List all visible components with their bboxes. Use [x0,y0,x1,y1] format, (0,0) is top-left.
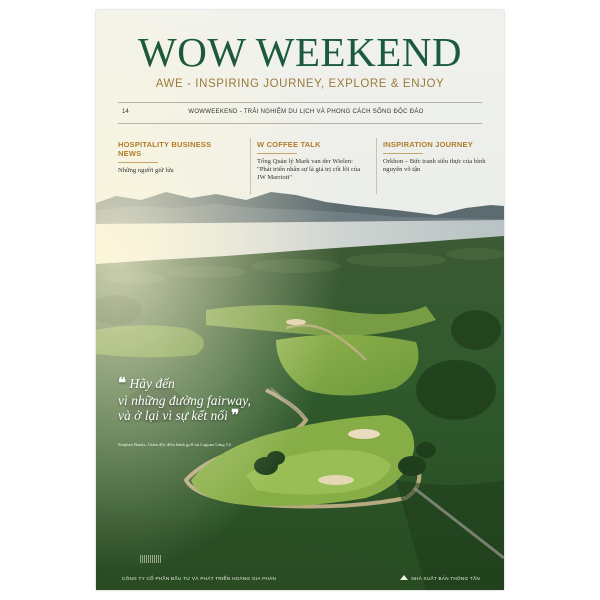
column-heading: HOSPITALITY BUSINESS NEWS [118,140,212,158]
feature-column-coffee-talk [250,138,366,194]
footer-company: CÔNG TY CỔ PHẦN ĐẦU TƯ VÀ PHÁT TRIỂN HOÀNG GIA PHÁN [122,576,277,581]
barcode-graphic [140,555,162,563]
magazine-cover [96,10,504,590]
column-teaser: Những người giữ lửa [118,167,174,174]
footer-publisher-label: NHÀ XUẤT BẢN THÔNG TẤN [411,575,480,581]
column-teaser: Orkhon – Bức tranh siêu thực của bình nguyên vô tận [383,158,486,174]
magazine-subtitle: WOWWEEKEND - TRẢI NGHIỆM DU LỊCH VÀ PHONG CÁCH SỐNG ĐỘC ĐÁO [188,109,424,115]
issue-number: 14 [122,109,129,115]
tagline: AWE - INSPIRING JOURNEY, EXPLORE & ENJOY [155,78,445,90]
aerial-golf-course-photo [96,10,504,590]
column-teaser: Tổng Quản lý Mark van der Wielen: "Phát triển nhân sự là giá trị cốt lõi của JW Marriott" [257,158,361,182]
feature-column-inspiration [376,138,486,194]
quote-credit: Stephen Banks, Giám đốc điều hành golf tại Laguna Lăng Cô [118,442,232,447]
quote-line-3: và ở lại vì sự kết nối [118,407,228,423]
column-heading: INSPIRATION JOURNEY [383,140,473,149]
quote-line-1: Hãy đến [129,376,175,391]
column-rule [383,153,423,154]
column-heading: W COFFEE TALK [257,140,321,149]
quote-open-icon: ❝ [118,376,127,392]
footer-publisher [400,575,480,581]
cover-quote [118,376,298,425]
feature-column-hospitality [118,140,236,175]
column-rule [257,153,297,154]
quote-close-icon: ❞ [231,407,240,424]
masthead-title: WOW WEEKEND [138,29,462,75]
column-rule [118,162,158,163]
publisher-logo-icon [400,575,408,581]
header-divider-top [118,102,482,103]
header-divider-bottom [118,123,482,124]
quote-line-2: vì những đường fairway, [118,392,251,408]
